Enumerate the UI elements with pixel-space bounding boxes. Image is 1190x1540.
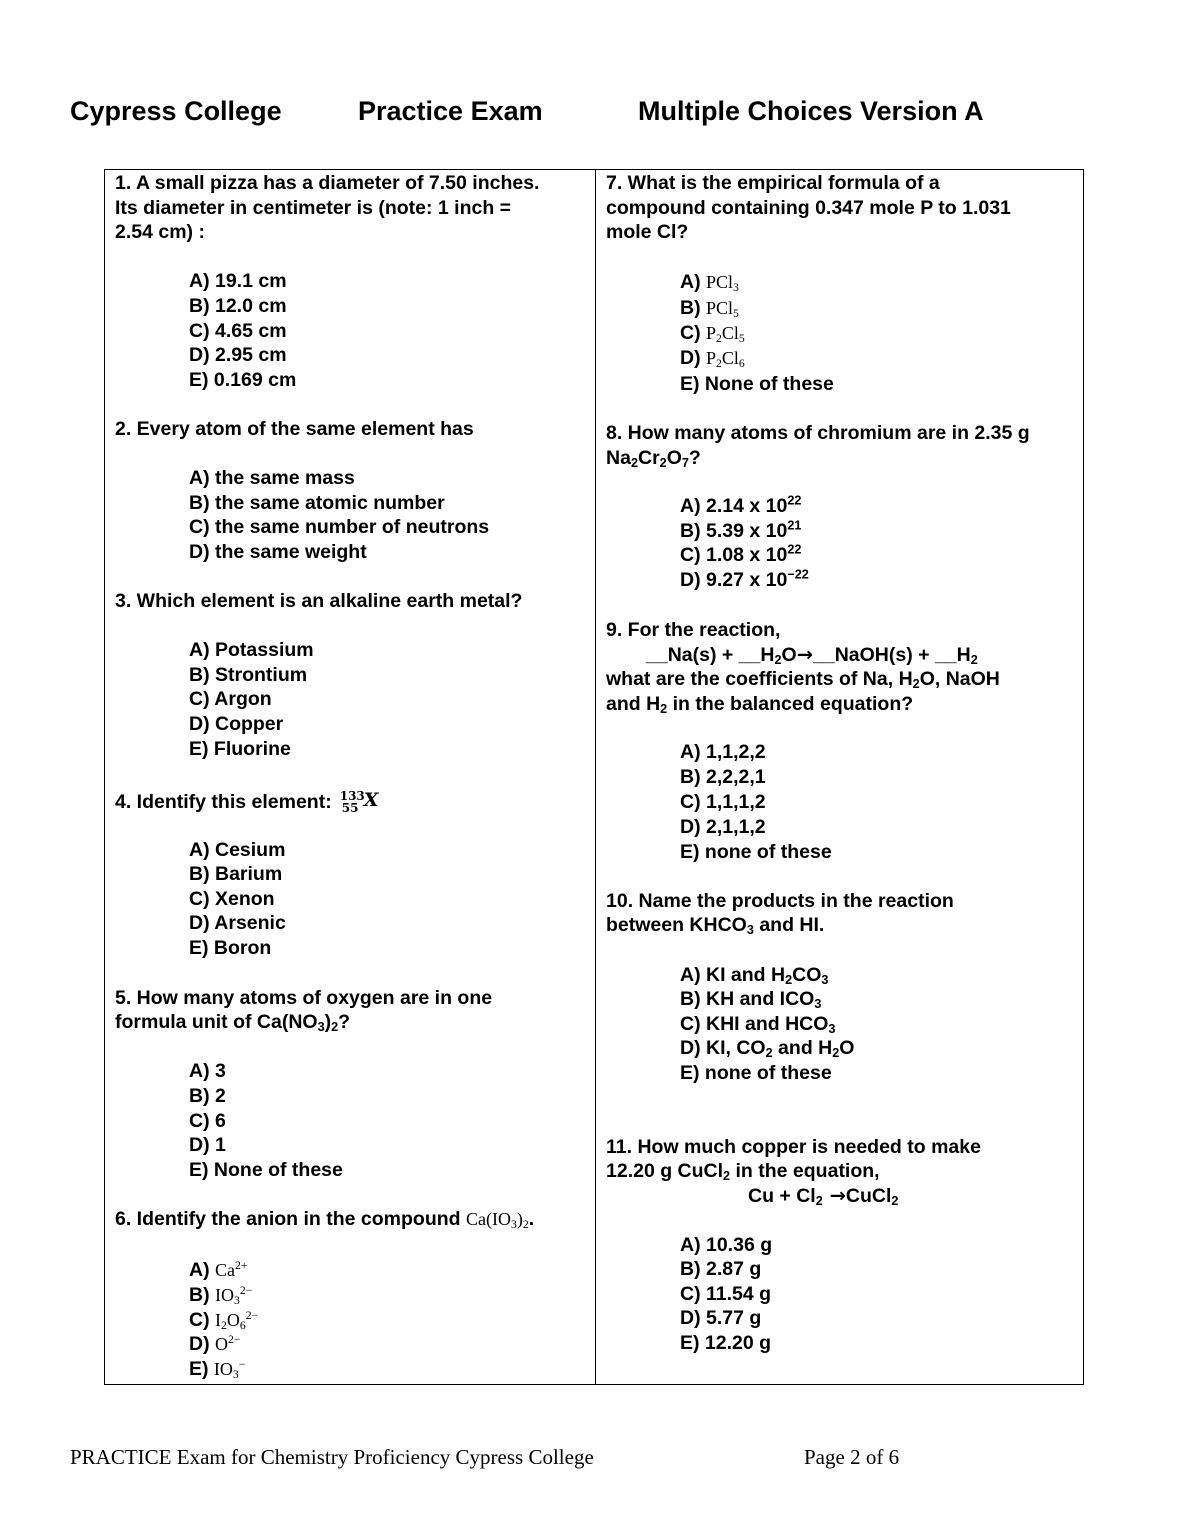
- answer-option: D) 1: [189, 1134, 226, 1156]
- arrow-icon: →: [796, 643, 814, 666]
- answer-option: D) $O^{2-}$: [189, 1332, 241, 1355]
- reaction-equation: $Cu + Cl_2$ →CuCl$_2$: [748, 1184, 899, 1209]
- answer-option: E) 0.169 cm: [189, 369, 297, 391]
- question-text: 10. Name the products in the reaction: [606, 890, 954, 912]
- answer-option: A) 1,1,2,2: [680, 741, 766, 763]
- question-text: mole Cl?: [606, 221, 689, 243]
- arrow-icon: →: [822, 1184, 846, 1207]
- question-text: 2.54 cm) :: [115, 221, 205, 243]
- question-text: Its diameter in centimeter is (note: 1 inch =: [115, 197, 512, 219]
- answer-option: E) $IO_3^-$: [189, 1357, 246, 1381]
- answer-option: C) 1,1,1,2: [680, 791, 766, 813]
- element-symbol: X: [363, 789, 379, 811]
- left-column: [105, 170, 596, 1384]
- answer-option: C) $I_2O_6^{2-}$: [189, 1308, 259, 1332]
- answer-option: B) 2,2,2,1: [680, 766, 766, 788]
- answer-option: D) $P_2Cl_6$: [680, 347, 745, 370]
- answer-option: D) KI, $CO_2$ and $H_2O$: [680, 1037, 855, 1061]
- question-text: 8. How many atoms of chromium are in 2.35 g: [606, 422, 1030, 444]
- question-text: what are the coefficients of Na, $H_2O$, NaOH: [606, 668, 1000, 692]
- right-column: [596, 170, 1083, 1384]
- answer-option: D) 5.77 g: [680, 1307, 762, 1329]
- header-version: Multiple Choices Version A: [638, 96, 984, 126]
- header-school: Cypress College: [70, 96, 282, 126]
- reaction-equation: __Na(s) + $\_\_H_2O\to\_\_NaOH(s)$ + $\_\_H_2$: [646, 643, 978, 668]
- question-text: 7. What is the empirical formula of a: [606, 172, 940, 194]
- question-text: 9. For the reaction,: [606, 619, 781, 641]
- answer-option: A) $Ca^{2+}$: [189, 1258, 248, 1281]
- answer-option: D) 2.95 cm: [189, 344, 287, 366]
- question-text: 6. Identify the anion in the compound $Ca(IO_3)_2$.: [115, 1208, 535, 1231]
- answer-option: A) 2.14 x $10^{22}$: [680, 493, 802, 517]
- answer-option: A) Cesium: [189, 839, 286, 861]
- answer-option: C) KHI and $HCO_3$: [680, 1013, 836, 1037]
- answer-option: E) none of these: [680, 1062, 832, 1084]
- answer-option: B) 2.87 g: [680, 1258, 762, 1280]
- question-text: and $H_2$ in the balanced equation?: [606, 693, 914, 717]
- question-text: 1. A small pizza has a diameter of 7.50 inches.: [115, 172, 540, 194]
- page-number: Page 2 of 6: [804, 1445, 900, 1469]
- answer-option: A) 10.36 g: [680, 1234, 773, 1256]
- answer-option: C) 6: [189, 1110, 226, 1132]
- answer-option: B) Strontium: [189, 664, 308, 686]
- answer-option: B) $IO_3^{2-}$: [189, 1283, 253, 1307]
- answer-option: B) the same atomic number: [189, 492, 445, 514]
- answer-option: C) $P_2Cl_5$: [680, 322, 745, 345]
- answer-option: C) 4.65 cm: [189, 320, 287, 342]
- answer-option: E) None of these: [680, 373, 834, 395]
- question-prompt: 4. Identify this element:: [115, 791, 332, 813]
- answer-option: B) 2: [189, 1085, 226, 1107]
- answer-option: B) KH and $ICO_3$: [680, 988, 822, 1012]
- answer-option: C) 11.54 g: [680, 1283, 772, 1305]
- question-text: between $KHCO_3$ and HI.: [606, 914, 825, 938]
- answer-option: C) 1.08 x $10^{22}$: [680, 542, 802, 566]
- question-text: 12.20 g CuCl$_2$ in the equation,: [606, 1160, 880, 1184]
- answer-option: D) Copper: [189, 713, 284, 735]
- answer-option: D) Arsenic: [189, 912, 286, 934]
- question-text: $Na_2Cr_2O_7$?: [606, 447, 701, 471]
- answer-option: B) 5.39 x $10^{21}$: [680, 518, 802, 542]
- answer-option: E) Fluorine: [189, 738, 291, 760]
- answer-option: B) PCl$_5$: [680, 297, 739, 320]
- answer-option: B) 12.0 cm: [189, 295, 287, 317]
- answer-option: D) 9.27 x $10^{-22}$: [680, 567, 809, 591]
- answer-option: D) the same weight: [189, 541, 367, 563]
- question-text: [115, 788, 380, 814]
- answer-option: E) none of these: [680, 841, 832, 863]
- answer-option: E) 12.20 g: [680, 1332, 772, 1354]
- mass-number: 133: [339, 789, 365, 803]
- answer-option: A) 19.1 cm: [189, 270, 287, 292]
- question-text: 5. How many atoms of oxygen are in one: [115, 987, 493, 1009]
- answer-option: C) Argon: [189, 688, 272, 710]
- answer-option: A) KI and $H_2CO_3$: [680, 964, 829, 988]
- question-text: formula unit of $Ca(NO_3)_2$?: [115, 1011, 351, 1035]
- answer-option: A) the same mass: [189, 467, 355, 489]
- answer-option: E) None of these: [189, 1159, 343, 1181]
- atomic-number: 55: [341, 801, 359, 815]
- answer-option: A) Potassium: [189, 639, 314, 661]
- answer-option: B) Barium: [189, 863, 283, 885]
- footer-exam-title: PRACTICE Exam for Chemistry Proficiency Cypress College: [70, 1445, 594, 1469]
- question-text: 3. Which element is an alkaline earth metal?: [115, 590, 523, 612]
- answer-option: A) PCl$_3$: [680, 271, 739, 294]
- answer-option: E) Boron: [189, 937, 272, 959]
- question-text: 11. How much copper is needed to make: [606, 1136, 981, 1158]
- nuclide-symbol: [339, 788, 380, 815]
- answer-option: C) Xenon: [189, 888, 275, 910]
- question-text: 2. Every atom of the same element has: [115, 418, 474, 440]
- answer-option: A) 3: [189, 1060, 226, 1082]
- answer-option: D) 2,1,1,2: [680, 816, 766, 838]
- questions-table: [104, 169, 1084, 1385]
- answer-option: C) the same number of neutrons: [189, 516, 490, 538]
- header-exam-title: Practice Exam: [358, 96, 543, 126]
- question-text: compound containing 0.347 mole P to 1.031: [606, 197, 1011, 219]
